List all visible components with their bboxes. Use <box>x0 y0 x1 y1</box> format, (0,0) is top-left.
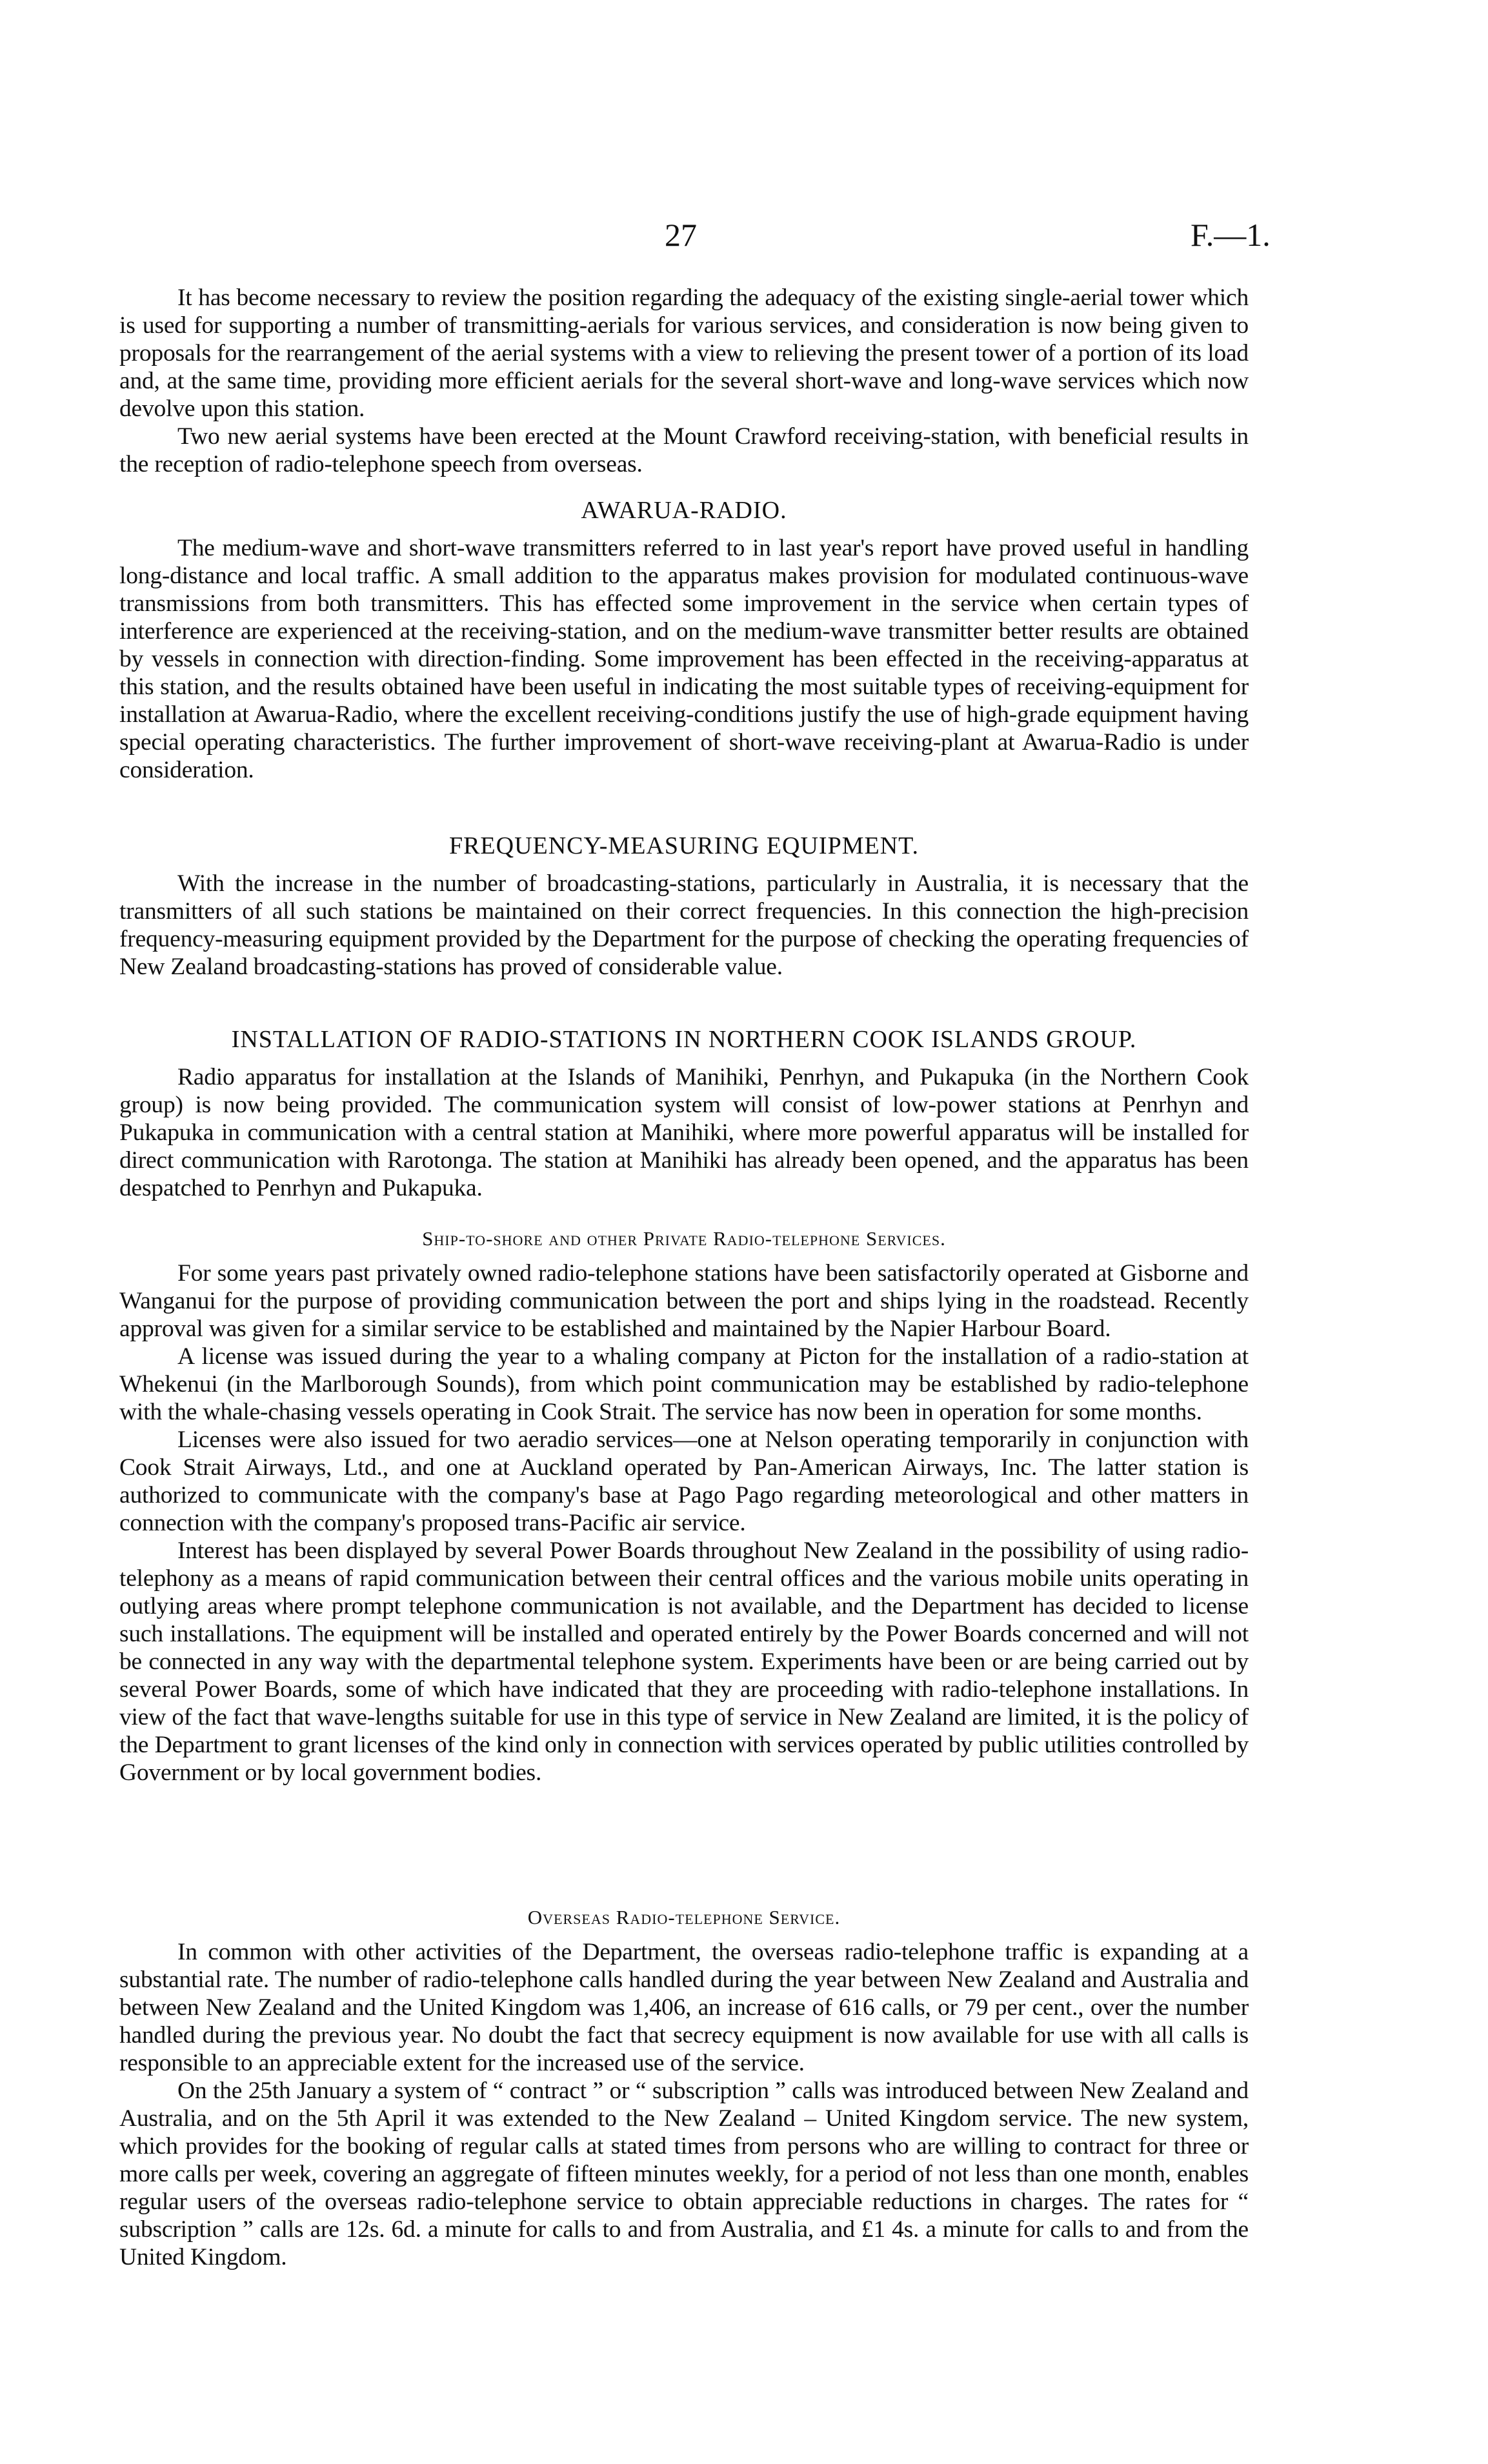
paragraph: Licenses were also issued for two aeradio services—one at Nelson operating temporarily in conjunction with Cook Strait Airways, Ltd., and one at Auckland operated by Pan-American Airways, Inc. The latter station is authorized to communicate with the company's base at Pago Pago regarding meteorological and other matters in connection with the company's proposed trans-Pacific air service. <box>119 1427 1249 1536</box>
paragraph: Two new aerial systems have been erected at the Mount Crawford receiving-station, with beneficial results in the reception of radio-telephone speech from overseas. <box>119 423 1249 477</box>
section-heading: AWARUA-RADIO. <box>581 497 787 524</box>
overseas-section <box>119 1905 1249 2271</box>
section-heading: Overseas Radio-telephone Service. <box>527 1906 841 1928</box>
paragraph: With the increase in the number of broadcasting-stations, particularly in Australia, it is necessary that the transmitters of all such stations be maintained on their correct frequencies. In this connection the high-precision frequency-measuring equipment provided by the Department for the purpose of checking the operating frequencies of New Zealand broadcasting-stations has proved of considerable value. <box>119 870 1249 980</box>
paragraph: Interest has been displayed by several Power Boards throughout New Zealand in the possibility of using radio-telephony as a means of rapid communication between their central offices and the various mobile units operating in outlying areas where prompt telephone communication is not available, and the Department has decided to license such installations. The equipment will be installed and operated entirely by the Power Boards concerned and will not be connected in any way with the departmental telephone system. Experiments have been or are being carried out by several Power Boards, some of which have indicated that they are proceeding with radio-telephone installations. In view of the fact that wave-lengths suitable for use in this type of service in New Zealand are limited, it is the policy of the Department to grant licenses of the kind only in connection with services operated by public utilities controlled by Government or by local government bodies. <box>119 1537 1249 1786</box>
paragraph: Radio apparatus for installation at the Islands of Manihiki, Penrhyn, and Pukapuka (in the Northern Cook group) is now being provided. The communication system will consist of low-power stations at Penrhyn and Pukapuka in communication with a central station at Manihiki, where more powerful apparatus will be installed for direct communication with Rarotonga. The station at Manihiki has already been opened, and the apparatus has been despatched to Penrhyn and Pukapuka. <box>119 1064 1249 1201</box>
paragraph: In common with other activities of the Department, the overseas radio-telephone traffic is expanding at a substantial rate. The number of radio-telephone calls handled during the year between New Zealand and Australia and between New Zealand and the United Kingdom was 1,406, an increase of 616 calls, or 79 per cent., over the number handled during the previous year. No doubt the fact that secrecy equipment is now available for use with all calls is responsible to an appreciable extent for the increased use of the service. <box>119 1939 1249 2076</box>
paragraph: For some years past privately owned radio-telephone stations have been satisfactorily operated at Gisborne and Wanganui for the purpose of providing communication between the port and ships lying in the roadstead. Recently approval was given for a similar service to be established and maintained by the Napier Harbour Board. <box>119 1260 1249 1342</box>
paragraph: On the 25th January a system of “ contract ” or “ subscription ” calls was introduced between New Zealand and Australia, and on the 5th April it was extended to the New Zealand – United Kingdom service. The new system, which provides for the booking of regular calls at stated times from persons who are willing to contract for three or more calls per week, covering an aggregate of fifteen minutes weekly, for a period of not less than one month, enables regular users of the overseas radio-telephone service to obtain appreciable reductions in charges. The rates for “ subscription ” calls are 12s. 6d. a minute for calls to and from Australia, and £1 4s. a minute for calls to and from the United Kingdom. <box>119 2078 1249 2270</box>
document-reference: F.—1. <box>1191 217 1271 253</box>
paragraph: It has become necessary to review the position regarding the adequacy of the existing single-aerial tower which is used for supporting a number of transmitting-aerials for various services, and consideration is now being given to proposals for the rearrangement of the aerial systems with a view to relieving the present tower of a portion of its load and, at the same time, providing more efficient aerials for the several short-wave and long-wave services which now devolve upon this station. <box>119 285 1249 422</box>
ship-to-shore-section <box>119 1226 1249 1787</box>
section-heading: INSTALLATION OF RADIO-STATIONS IN NORTHERN COOK ISLANDS GROUP. <box>231 1026 1137 1053</box>
page-number: 27 <box>665 217 697 253</box>
paragraph: The medium-wave and short-wave transmitters referred to in last year's report have proved useful in handling long-distance and local traffic. A small addition to the apparatus makes provision for modulated continuous-wave transmissions from both transmitters. This has effected some improvement in the service when certain types of interference are experienced at the receiving-station, and on the medium-wave transmitter better results are obtained by vessels in connection with direction-finding. Some improvement has been effected in the receiving-apparatus at this station, and the results obtained have been useful in indicating the most suitable types of receiving-equipment for installation at Awarua-Radio, where the excellent receiving-conditions justify the use of high-grade equipment having special operating characteristics. The further improvement of short-wave receiving-plant at Awarua-Radio is under consideration. <box>119 535 1249 783</box>
cook-islands-section <box>119 1025 1249 1202</box>
frequency-section <box>119 831 1249 981</box>
awarua-section <box>119 496 1249 784</box>
paragraph: A license was issued during the year to a whaling company at Picton for the installation of a radio-station at Whekenui (in the Marlborough Sounds), from which point communication may be established by radio-telephone with the whale-chasing vessels operating in Cook Strait. The service has now been in operation for some months. <box>119 1343 1249 1425</box>
intro-section <box>119 284 1249 478</box>
section-heading: Ship-to-shore and other Private Radio-telephone Services. <box>422 1227 946 1250</box>
section-heading: FREQUENCY-MEASURING EQUIPMENT. <box>448 832 920 859</box>
